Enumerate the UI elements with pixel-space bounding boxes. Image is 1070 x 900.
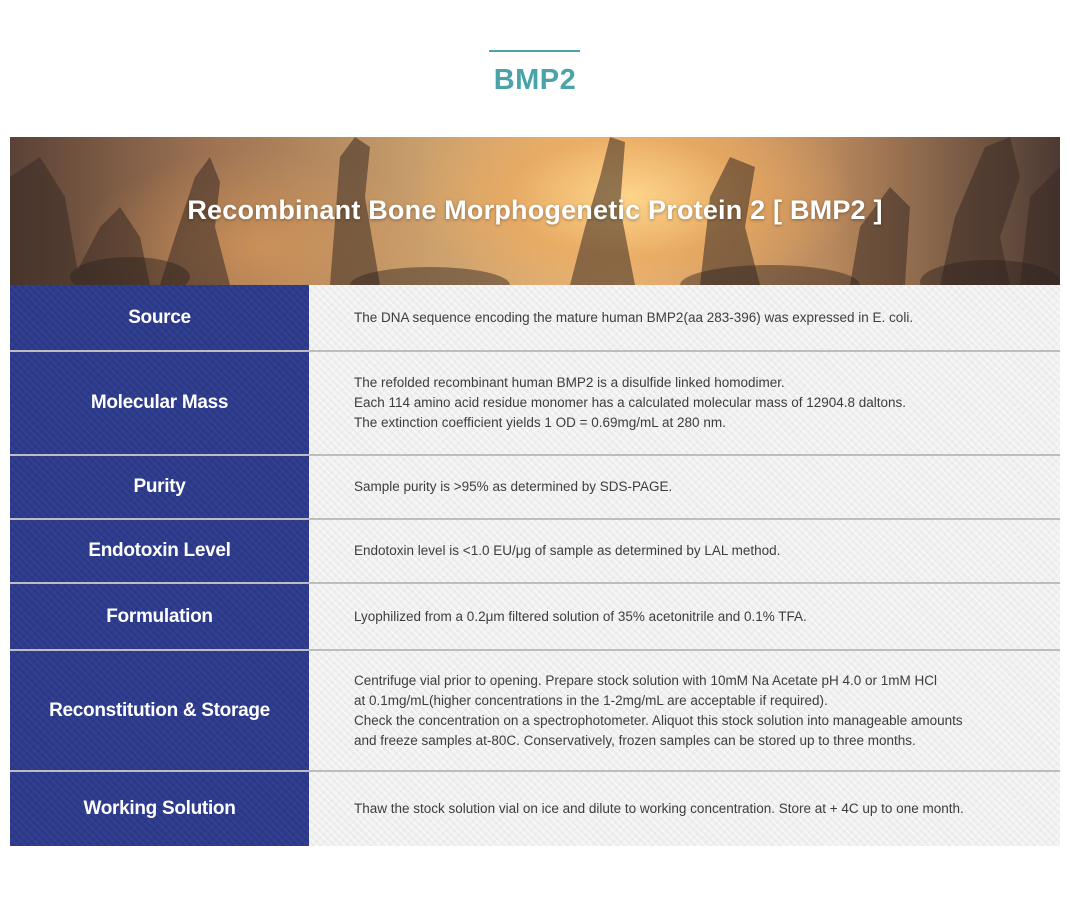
row-value	[309, 456, 1060, 518]
value-line: Each 114 amino acid residue monomer has a calculated molecular mass of 12904.8 daltons.	[354, 395, 907, 410]
table-row-purity	[10, 456, 1060, 520]
row-value	[309, 772, 1060, 846]
value-line: Thaw the stock solution vial on ice and dilute to working concentration. Store at + 4C up to one month.	[354, 801, 964, 816]
value-line: The DNA sequence encoding the mature human BMP2(aa 283-396) was expressed in E. coli.	[354, 309, 914, 325]
specification-table	[10, 285, 1060, 846]
banner-title: Recombinant Bone Morphogenetic Protein 2 [ BMP2 ]	[187, 195, 883, 225]
value-line: Endotoxin level is <1.0 EU/μg of sample as determined by LAL method.	[354, 543, 781, 558]
value-line: Check the concentration on a spectrophotometer. Aliquot this stock solution into manageable amounts	[354, 712, 963, 728]
table-row-formulation	[10, 584, 1060, 651]
table-row-reconstitution-storage	[10, 651, 1060, 772]
row-value	[309, 285, 1060, 350]
row-label: Formulation	[10, 584, 309, 649]
row-value	[309, 584, 1060, 649]
row-value	[309, 651, 1060, 770]
row-label: Reconstitution & Storage	[10, 651, 309, 770]
value-line: Lyophilized from a 0.2μm filtered solution of 35% acetonitrile and 0.1% TFA.	[354, 608, 807, 624]
row-label: Purity	[10, 456, 309, 518]
title-accent-rule	[489, 50, 580, 52]
value-line: at 0.1mg/mL(higher concentrations in the 1-2mg/mL are acceptable if required).	[354, 692, 828, 708]
value-line: Centrifuge vial prior to opening. Prepare stock solution with 10mM Na Acetate pH 4.0 or 1mM HCl	[354, 672, 938, 688]
row-value	[309, 352, 1060, 454]
page-title: BMP2	[493, 64, 577, 96]
row-label: Endotoxin Level	[10, 520, 309, 582]
table-row-molecular-mass	[10, 352, 1060, 456]
value-line: and freeze samples at-80C. Conservatively, frozen samples can be stored up to three months.	[354, 732, 916, 748]
row-label: Source	[10, 285, 309, 350]
value-line: The extinction coefficient yields 1 OD = 0.69mg/mL at 280 nm.	[354, 415, 726, 430]
hero-banner	[10, 137, 1060, 285]
table-row-endotoxin-level	[10, 520, 1060, 584]
value-line: The refolded recombinant human BMP2 is a disulfide linked homodimer.	[354, 375, 785, 390]
row-value	[309, 520, 1060, 582]
value-line: Sample purity is >95% as determined by SDS-PAGE.	[354, 479, 673, 494]
table-row-working-solution	[10, 772, 1060, 846]
row-label: Working Solution	[10, 772, 309, 846]
row-label: Molecular Mass	[10, 352, 309, 454]
table-row-source	[10, 285, 1060, 352]
